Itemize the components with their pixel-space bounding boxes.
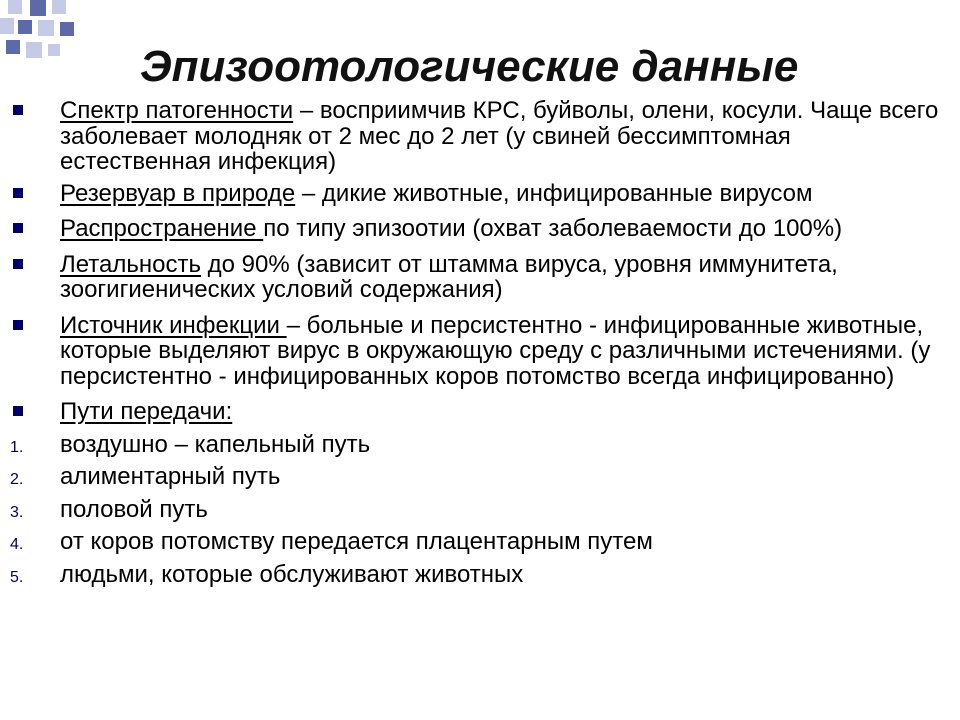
square-bullet-icon [13, 223, 23, 233]
item-text: воздушно – капельный путь [60, 430, 371, 458]
item-number: 1. [10, 438, 24, 456]
bullet-text: – больные и персистентно - инфицированные животные, которые выделяют вирус в окружающую среду с различными истечениями. (у персистентно - инфицированных коров потомство всегда инфицированно) [60, 311, 931, 390]
bullet-item-reservoir [0, 181, 960, 207]
numbered-item [0, 432, 960, 458]
numbered-item [0, 497, 960, 523]
item-number: 2. [10, 471, 24, 488]
square-bullet-icon [13, 406, 23, 416]
bullet-term: Спектр патогенности [60, 97, 294, 124]
bullet-item-lethality [0, 252, 960, 303]
bullet-text: – восприимчив КРС, буйволы, олени, косули. Чаще всего заболевает молодняк от 2 мес до 2 лет (у свиней бессимптомная естественная инфекция) [60, 97, 939, 175]
corner-decoration [0, 0, 90, 70]
bullet-term: Источник инфекции [60, 311, 287, 339]
bullet-item-spread [0, 216, 960, 242]
numbered-item [0, 529, 960, 555]
item-text: людьми, которые обслуживают животных [60, 560, 524, 588]
numbered-item [0, 562, 960, 588]
item-number: 4. [10, 536, 24, 553]
bullet-term: Распространение [60, 215, 264, 242]
numbered-item [0, 464, 960, 490]
slide-title: Эпизоотологические данные [140, 42, 799, 91]
item-text: алиментарный путь [60, 463, 281, 490]
bullet-item-transmission [0, 399, 960, 425]
bullet-term: Резервуар в природе [60, 179, 296, 207]
square-bullet-icon [13, 188, 23, 198]
bullet-item-source [0, 313, 960, 390]
bullet-text: по типу эпизоотии (охват заболеваемости до 100%) [263, 215, 843, 242]
slide-content [0, 98, 960, 587]
bullet-term: Пути передачи: [60, 398, 233, 425]
bullet-term: Летальность [60, 250, 201, 278]
square-bullet-icon [13, 259, 23, 269]
item-text: от коров потомству передается плацентарным путем [60, 528, 653, 555]
item-number: 3. [10, 503, 24, 521]
square-bullet-icon [13, 105, 23, 115]
square-bullet-icon [13, 320, 23, 330]
bullet-item-pathogenicity [0, 98, 960, 175]
bullet-text: – дикие животные, инфицированные вирусом [295, 179, 813, 207]
bullet-text: до 90% (зависит от штамма вируса, уровня иммунитета, зоогигиенических условий содержания) [60, 250, 838, 303]
item-number: 5. [10, 568, 24, 586]
item-text: половой путь [60, 495, 208, 523]
